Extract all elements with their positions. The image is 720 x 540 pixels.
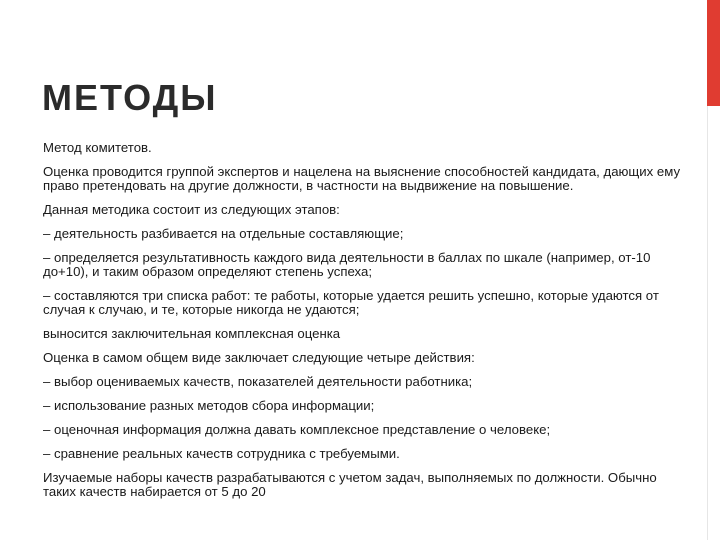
slide-edge — [707, 106, 720, 540]
accent-bar — [707, 0, 720, 106]
slide-title: МЕТОДЫ — [42, 77, 218, 118]
paragraph-actions-intro: Оценка в самом общем виде заключает следующие четыре действия: — [43, 350, 475, 365]
list-item: – использование разных методов сбора информации; — [43, 398, 375, 413]
paragraph-final-assessment: выносится заключительная комплексная оценка — [43, 326, 341, 341]
list-item: – составляются три списка работ: те работы, которые удается решить успешно, которые удаются от случая к случаю, и те, которые никогда не удаются; — [43, 288, 659, 317]
paragraph-stages-intro: Данная методика состоит из следующих этапов: — [43, 202, 340, 217]
paragraph-description: Оценка проводится группой экспертов и нацелена на выяснение способностей кандидата, дающих ему право претендовать на другие должности, в частности на выдвижение на повышение. — [43, 164, 681, 193]
list-item: – выбор оцениваемых качеств, показателей деятельности работника; — [43, 374, 473, 389]
list-item: – сравнение реальных качеств сотрудника с требуемыми. — [43, 446, 400, 461]
slide-body — [43, 141, 683, 509]
list-item: – оценочная информация должна давать комплексное представление о человеке; — [43, 422, 551, 437]
list-item: – определяется результативность каждого вида деятельности в баллах по шкале (например, от-10 до+10), и таким образом определяют степень успеха; — [43, 250, 651, 279]
paragraph-method-name: Метод комитетов. — [43, 140, 152, 155]
list-item: – деятельность разбивается на отдельные составляющие; — [43, 226, 404, 241]
paragraph-conclusion: Изучаемые наборы качеств разрабатываются с учетом задач, выполняемых по должности. Обычно таких качеств набирается от 5 до 20 — [43, 470, 657, 499]
